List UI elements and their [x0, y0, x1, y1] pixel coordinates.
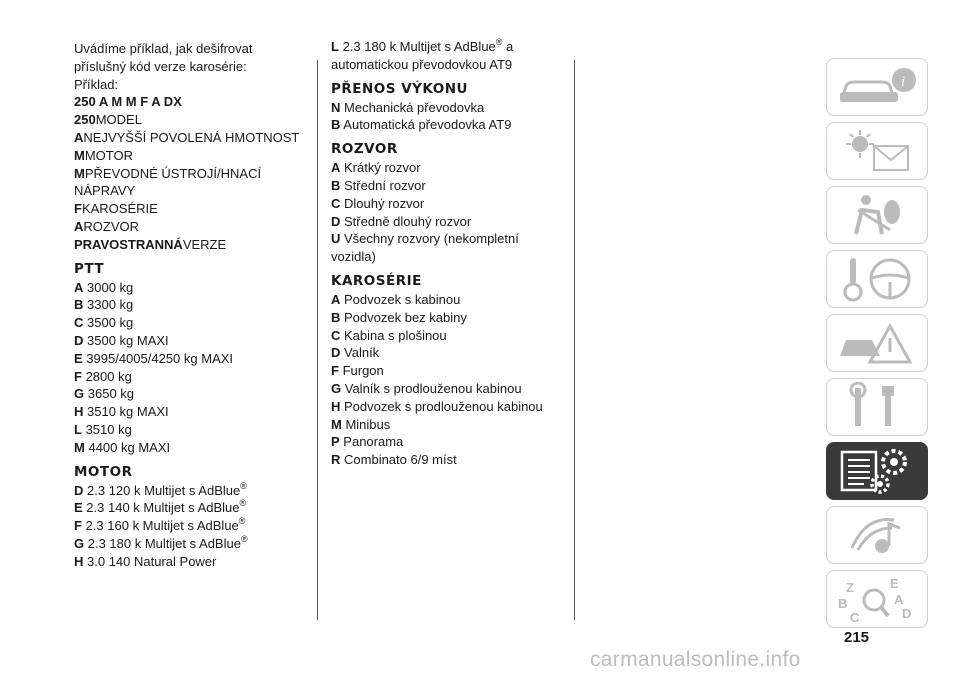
chapter-tabs	[826, 58, 928, 634]
list-item: N Mechanická převodovka	[331, 99, 485, 115]
karoserie-list	[331, 291, 566, 469]
svg-text:C: C	[850, 610, 860, 624]
index-icon	[832, 574, 922, 624]
list-item: E 2.3 140 k Multijet s AdBlue®	[74, 498, 247, 516]
specs-gear-icon	[832, 446, 922, 496]
list-item: D 3500 kg MAXI	[74, 332, 169, 348]
list-item: D 2.3 120 k Multijet s AdBlue®	[74, 480, 247, 498]
car-info-icon	[832, 62, 922, 112]
list-item: M 4400 kg MAXI	[74, 439, 171, 455]
svg-text:D: D	[902, 606, 912, 621]
list-item: C 3500 kg	[74, 315, 134, 331]
list-item: C Kabina s plošinou	[331, 327, 447, 343]
list-item: L 3510 kg	[74, 421, 132, 437]
list-item: A 3000 kg	[74, 279, 134, 295]
airbag-safety-icon	[832, 190, 922, 240]
list-item: H 3510 kg MAXI	[74, 404, 169, 420]
list-item: B Podvozek bez kabiny	[331, 309, 467, 325]
list-item: F 2.3 160 k Multijet s AdBlue®	[74, 516, 246, 534]
intro-line: příslušný kód verze karosérie:	[74, 58, 247, 74]
tab-warning-lights[interactable]	[826, 122, 928, 180]
list-item: P Panorama	[331, 434, 404, 450]
list-item: C Dlouhý rozvor	[331, 195, 425, 211]
svg-text:B: B	[838, 596, 848, 611]
svg-text:Z: Z	[846, 580, 854, 595]
column-divider	[317, 60, 318, 620]
list-item: M Minibus	[331, 416, 391, 432]
right-column: L 2.3 180 k Multijet s AdBlue® a automatickou převodovkou AT9 PŘENOS VÝKONU N Mechanická převodovka B Automatická převodovka AT9 ROZVOR A Krátký rozvor B Střední rozvor C Dlouhý rozvor D Středně dlouhý rozvor U Všechny rozvory (nekompletní vozidla) KAROSÉRIE A Podvozek s kabinou B Podvozek bez kabiny C Kabina s plošinou D Valník F Furgon G Valník s prodlouženou kabinou H Podvozek s prodlouženou kabinou M Minibus P Panorama R Combinato 6/9 míst	[331, 38, 566, 469]
rozvor-list: A Krátký rozvor B Střední rozvor C Dlouhý rozvor D Středně dlouhý rozvor U Všechny rozvory (nekompletní vozidla)	[331, 159, 566, 266]
tab-car-info[interactable]	[826, 58, 928, 116]
list-item: H Podvozek s prodlouženou kabinou	[331, 398, 543, 414]
list-item: G 3650 kg	[74, 386, 135, 402]
svg-text:i: i	[901, 74, 906, 90]
tab-emergency[interactable]	[826, 314, 928, 372]
list-item: A Krátký rozvor	[331, 160, 421, 176]
tab-service-tools[interactable]	[826, 378, 928, 436]
tab-index[interactable]	[826, 570, 928, 628]
section-heading-ptt: PTT	[74, 260, 105, 277]
example-code: 250 A M M F A DX	[74, 94, 182, 110]
service-tools-icon	[832, 382, 922, 432]
section-heading-prenos: PŘENOS VÝKONU	[331, 80, 469, 97]
emergency-icon	[832, 318, 922, 368]
list-item: E 3995/4005/4250 kg MAXI	[74, 350, 234, 366]
list-item: F Furgon	[331, 363, 384, 379]
steering-wheel-key-icon	[832, 254, 922, 304]
section-heading-karoserie: KAROSÉRIE	[331, 272, 422, 289]
warning-lights-icon	[832, 126, 922, 176]
left-column	[74, 40, 304, 571]
list-item: U Všechny rozvory (nekompletní	[331, 231, 519, 247]
svg-text:E: E	[890, 576, 899, 591]
list-item: G Valník s prodlouženou kabinou	[331, 380, 522, 396]
page-number: 215	[844, 629, 870, 646]
list-item: R Combinato 6/9 míst	[331, 452, 457, 468]
section-heading-rozvor: ROZVOR	[331, 141, 398, 158]
tab-airbag-safety[interactable]	[826, 186, 928, 244]
legend-list: 250MODEL ANEJVYŠŠÍ POVOLENÁ HMOTNOST MMOTOR MPŘEVODNÉ ÚSTROJÍ/HNACÍ NÁPRAVY FKAROSÉRIE AROZVOR PRAVOSTRANNÁVERZE	[74, 112, 300, 252]
tab-specs[interactable]	[826, 442, 928, 500]
list-item: F 2800 kg	[74, 368, 132, 384]
list-item: B Střední rozvor	[331, 177, 426, 193]
list-item: A Podvozek s kabinou	[331, 291, 461, 307]
ptt-list	[74, 279, 304, 457]
motor-list	[74, 482, 304, 571]
multimedia-icon	[832, 510, 922, 560]
list-item: D Středně dlouhý rozvor	[331, 213, 472, 229]
list-item: H 3.0 140 Natural Power	[74, 553, 217, 569]
example-label: Příklad:	[74, 76, 119, 92]
intro-line: Uvádíme příklad, jak dešifrovat	[74, 41, 253, 56]
list-item: G 2.3 180 k Multijet s AdBlue®	[74, 533, 248, 551]
svg-text:A: A	[894, 592, 904, 607]
list-item: B 3300 kg	[74, 297, 134, 313]
tab-steering-wheel-key[interactable]	[826, 250, 928, 308]
tab-multimedia[interactable]	[826, 506, 928, 564]
watermark: carmanualsonline.info	[590, 648, 801, 671]
list-item: D Valník	[331, 345, 380, 361]
column-divider	[574, 60, 575, 620]
list-item: B Automatická převodovka AT9	[331, 117, 512, 133]
prenos-list	[331, 99, 566, 135]
section-heading-motor: MOTOR	[74, 463, 133, 480]
